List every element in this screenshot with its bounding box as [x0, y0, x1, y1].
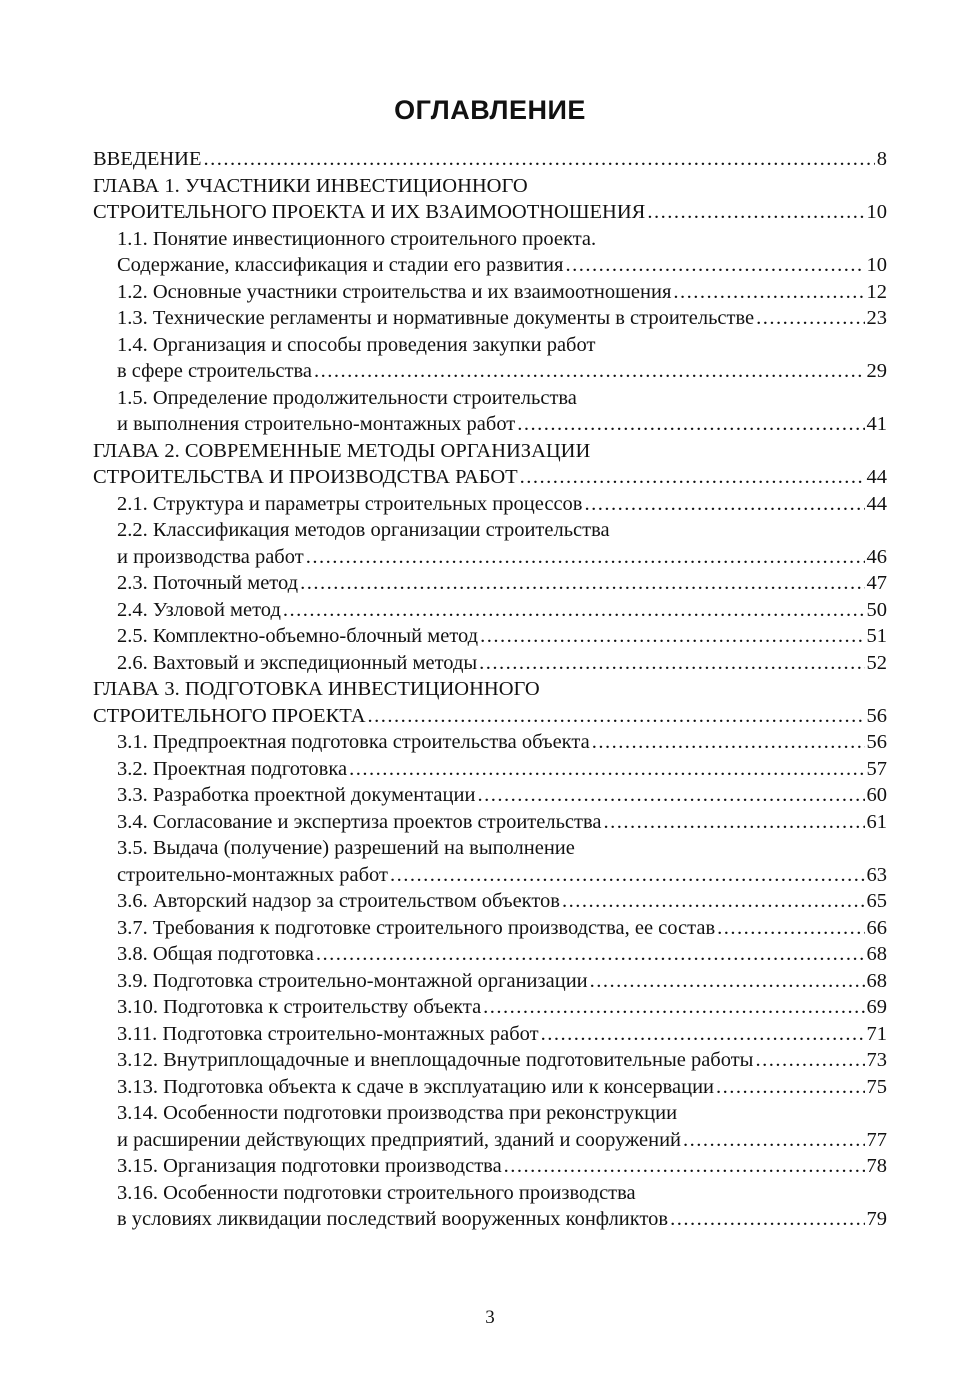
toc-entry-page: 50: [866, 598, 887, 621]
toc-entry-page: 63: [866, 863, 887, 886]
toc-dot-leader: [306, 544, 865, 571]
toc-dot-leader: [390, 862, 865, 889]
toc-entry: [93, 809, 887, 836]
toc-dot-leader: [204, 146, 875, 173]
toc-entry-title: 3.6. Авторский надзор за строительством объектов: [117, 890, 560, 912]
toc-dot-leader: [756, 305, 864, 332]
toc-entry: [93, 941, 887, 968]
toc-entry-title: СТРОИТЕЛЬНОГО ПРОЕКТА И ИХ ВЗАИМООТНОШЕНИЯ: [93, 201, 646, 223]
toc-dot-leader: [520, 464, 865, 491]
toc-entry-title: 3.9. Подготовка строительно-монтажной организации: [117, 969, 588, 992]
toc-entry: [93, 782, 887, 809]
toc-entry-title: ВВЕДЕНИЕ: [93, 148, 202, 170]
toc-entry-page: 44: [866, 466, 887, 488]
toc-entry-page: 68: [866, 969, 887, 992]
toc-entry-title: Содержание, классификация и стадии его развития: [117, 254, 564, 276]
toc-entry: [93, 597, 887, 624]
toc-dot-leader: [673, 279, 864, 306]
toc-entry-title: 3.3. Разработка проектной документации: [117, 784, 476, 806]
toc-entry-title: 2.4. Узловой метод: [117, 598, 281, 621]
toc-entry-page: 75: [866, 1075, 887, 1098]
toc-entry: [93, 570, 887, 597]
toc-entry-title: и выполнения строительно-монтажных работ: [117, 413, 516, 435]
toc-dot-leader: [316, 941, 865, 968]
toc-entry-title: СТРОИТЕЛЬНОГО ПРОЕКТА: [93, 704, 366, 727]
toc-entry-title: 3.13. Подготовка объекта к сдаче в эксплуатацию или к консервации: [117, 1075, 715, 1098]
toc-entry-title: строительно-монтажных работ: [117, 863, 388, 886]
toc-entry-title: 2.6. Вахтовый и экспедиционный методы: [117, 651, 478, 674]
toc-entry: [93, 1127, 887, 1154]
toc-entry-title: и производства работ: [117, 545, 304, 568]
toc-entry-title: 3.5. Выдача (получение) разрешений на выполнение: [117, 837, 575, 859]
toc-entry: [93, 358, 887, 385]
toc-entry: [93, 862, 887, 889]
toc-dot-leader: [504, 1153, 865, 1180]
toc-entry-page: 61: [866, 810, 887, 833]
toc-entry-page: 68: [866, 943, 887, 965]
toc-dot-leader: [517, 411, 864, 438]
toc-dot-leader: [477, 782, 864, 809]
toc-entry-title: 1.5. Определение продолжительности строительства: [117, 386, 577, 409]
toc-dot-leader: [590, 968, 865, 995]
toc-dot-leader: [368, 703, 865, 730]
toc-entry-page: 69: [866, 996, 887, 1018]
toc-entry-page: 51: [866, 625, 887, 647]
toc-entry-page: 47: [866, 572, 887, 594]
toc-entry: [93, 1100, 887, 1127]
table-of-contents: [93, 146, 887, 1233]
toc-dot-leader: [716, 1074, 864, 1101]
toc-entry-title: 2.1. Структура и параметры строительных процессов: [117, 492, 583, 515]
toc-entry-title: 3.14. Особенности подготовки производства при реконструкции: [117, 1102, 678, 1124]
toc-entry-title: 3.12. Внутриплощадочные и внеплощадочные подготовительные работы: [117, 1049, 754, 1071]
toc-entry-title: и расширении действующих предприятий, зданий и сооружений: [117, 1128, 682, 1151]
toc-entry-page: 71: [866, 1022, 887, 1045]
toc-entry-title: 3.10. Подготовка к строительству объекта: [117, 996, 482, 1018]
toc-entry: [93, 1074, 887, 1101]
toc-entry: [93, 544, 887, 571]
toc-dot-leader: [584, 491, 864, 518]
toc-dot-leader: [647, 199, 864, 226]
toc-entry-title: 2.5. Комплектно-объемно-блочный метод: [117, 625, 479, 647]
toc-dot-leader: [717, 915, 864, 942]
toc-entry: [93, 729, 887, 756]
toc-dot-leader: [349, 756, 864, 783]
toc-entry: [93, 1180, 887, 1207]
toc-entry-page: 77: [866, 1128, 887, 1151]
toc-entry-page: 10: [866, 201, 887, 223]
toc-entry-page: 8: [876, 148, 887, 170]
toc-entry: [93, 517, 887, 544]
toc-entry-title: 3.15. Организация подготовки производства: [117, 1155, 502, 1177]
toc-entry-title: ГЛАВА 3. ПОДГОТОВКА ИНВЕСТИЦИОННОГО: [93, 678, 540, 700]
toc-dot-leader: [755, 1047, 864, 1074]
toc-entry: [93, 1047, 887, 1074]
page-title: ОГЛАВЛЕНИЕ: [394, 95, 586, 125]
toc-entry: [93, 305, 887, 332]
toc-entry: [93, 650, 887, 677]
toc-entry: [93, 915, 887, 942]
toc-entry-page: 60: [866, 784, 887, 806]
toc-entry-title: 3.8. Общая подготовка: [117, 943, 314, 965]
toc-entry-page: 10: [866, 254, 887, 276]
toc-entry: [93, 464, 887, 491]
toc-entry: [93, 835, 887, 862]
toc-dot-leader: [479, 650, 864, 677]
toc-entry-page: 57: [866, 757, 887, 780]
toc-entry-title: 3.4. Согласование и экспертиза проектов строительства: [117, 810, 602, 833]
toc-dot-leader: [541, 1021, 865, 1048]
toc-entry: [93, 756, 887, 783]
toc-entry: [93, 676, 887, 703]
toc-entry-page: 73: [866, 1049, 887, 1071]
toc-dot-leader: [300, 570, 864, 597]
toc-entry: [93, 888, 887, 915]
toc-entry-page: 79: [866, 1208, 887, 1230]
toc-entry-title: в условиях ликвидации последствий вооруженных конфликтов: [117, 1208, 669, 1230]
toc-entry-page: 56: [866, 704, 887, 727]
toc-entry-title: 3.7. Требования к подготовке строительного производства, ее состав: [117, 916, 716, 939]
toc-entry: [93, 968, 887, 995]
toc-entry-title: СТРОИТЕЛЬСТВА И ПРОИЗВОДСТВА РАБОТ: [93, 466, 518, 488]
toc-entry: [93, 332, 887, 359]
toc-entry: [93, 703, 887, 730]
toc-entry-title: в сфере строительства: [117, 360, 312, 382]
toc-entry-page: 44: [866, 492, 887, 515]
toc-dot-leader: [604, 809, 865, 836]
toc-entry-page: 78: [866, 1155, 887, 1177]
toc-entry-page: 41: [866, 413, 887, 435]
toc-entry-title: 3.1. Предпроектная подготовка строительства объекта: [117, 731, 590, 753]
toc-entry-title: 2.2. Классификация методов организации строительства: [117, 519, 610, 541]
toc-entry: [93, 438, 887, 465]
toc-entry: [93, 385, 887, 412]
toc-dot-leader: [480, 623, 864, 650]
toc-entry-title: 1.1. Понятие инвестиционного строительного проекта.: [117, 227, 597, 250]
toc-entry-page: 66: [866, 916, 887, 939]
toc-entry: [93, 173, 887, 200]
toc-dot-leader: [314, 358, 865, 385]
toc-entry-title: 1.2. Основные участники строительства и их взаимоотношения: [117, 280, 672, 303]
toc-entry: [93, 994, 887, 1021]
toc-entry-title: 2.3. Поточный метод: [117, 572, 299, 594]
toc-entry-page: 46: [866, 545, 887, 568]
toc-entry-title: 1.4. Организация и способы проведения закупки работ: [117, 333, 596, 356]
toc-entry-page: 29: [866, 360, 887, 382]
toc-entry-page: 65: [866, 890, 887, 912]
toc-dot-leader: [670, 1206, 864, 1233]
toc-entry-page: 12: [866, 280, 887, 303]
toc-entry-title: 1.3. Технические регламенты и нормативные документы в строительстве: [117, 307, 755, 329]
toc-entry: [93, 411, 887, 438]
toc-entry: [93, 252, 887, 279]
toc-entry-page: 52: [866, 651, 887, 674]
toc-entry: [93, 1206, 887, 1233]
toc-entry-title: ГЛАВА 1. УЧАСТНИКИ ИНВЕСТИЦИОННОГО: [93, 174, 528, 197]
toc-dot-leader: [592, 729, 865, 756]
toc-dot-leader: [562, 888, 865, 915]
toc-entry-title: ГЛАВА 2. СОВРЕМЕННЫЕ МЕТОДЫ ОРГАНИЗАЦИИ: [93, 439, 591, 462]
toc-entry: [93, 1153, 887, 1180]
toc-entry: [93, 226, 887, 253]
toc-entry: [93, 1021, 887, 1048]
toc-entry-title: 3.2. Проектная подготовка: [117, 757, 348, 780]
toc-entry: [93, 623, 887, 650]
toc-entry-title: 3.16. Особенности подготовки строительного производства: [117, 1181, 636, 1204]
toc-dot-leader: [565, 252, 864, 279]
toc-entry: [93, 491, 887, 518]
toc-entry-page: 56: [866, 731, 887, 753]
page-number: 3: [485, 1307, 495, 1328]
toc-dot-leader: [483, 994, 864, 1021]
toc-entry: [93, 146, 887, 173]
toc-entry-page: 23: [866, 307, 887, 329]
toc-entry: [93, 279, 887, 306]
toc-dot-leader: [683, 1127, 864, 1154]
toc-entry-title: 3.11. Подготовка строительно-монтажных работ: [117, 1022, 539, 1045]
toc-entry: [93, 199, 887, 226]
toc-dot-leader: [283, 597, 865, 624]
